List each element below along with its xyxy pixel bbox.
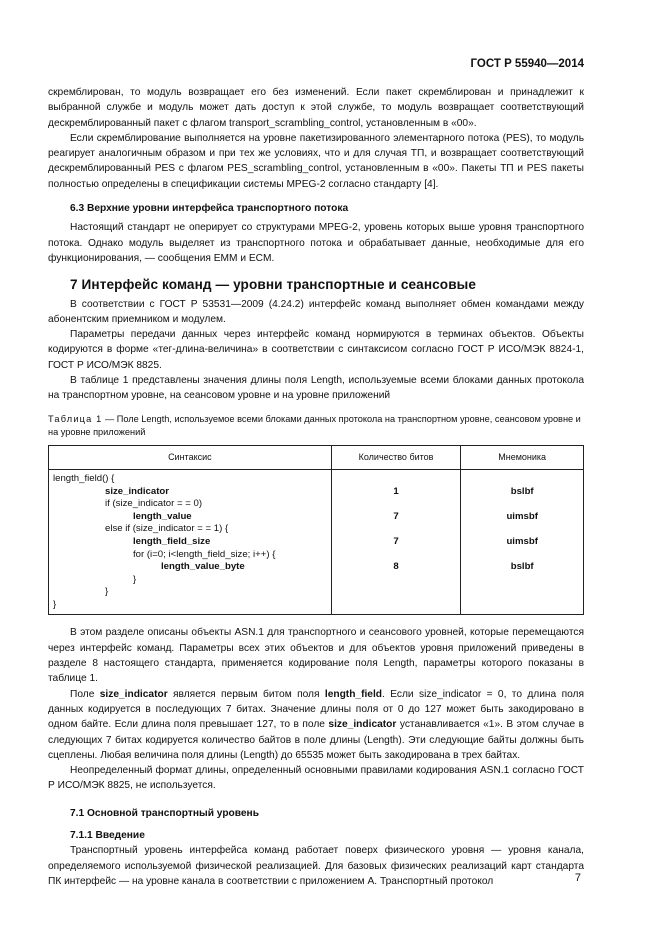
mnemonic-value: bslbf	[510, 561, 534, 573]
document-header: ГОСТ Р 55940—2014	[470, 58, 584, 70]
syntax-cell	[49, 469, 332, 615]
code-line: }	[133, 573, 137, 585]
bits-value: 8	[393, 561, 399, 573]
column-header-bits: Количество битов	[331, 445, 461, 469]
code-line: length_field_size	[133, 535, 211, 547]
text-run: size_indicator	[99, 688, 168, 700]
paragraph: В таблице 1 представлены значения длины поля Length, используемые всеми блоками данных протокола на транспортном уровне, на сеансовом уровне и на уровне приложений	[48, 375, 584, 402]
bits-value: 7	[393, 510, 399, 522]
paragraph: Если скремблирование выполняется на уровне пакетизированного элементарного потока (PES), то модуль реагирует аналогичным образом и при тех же условиях, что и для случая ТП, и возвращает соответствующий дескремблированный PES с флагом PES_scrambling_control, установленным в «00». Пакеты ТП и PES пакеты полностью определены в спецификации системы MPEG-2 согласно стандарту [4].	[48, 132, 584, 190]
text-run: size_indicator	[328, 719, 397, 731]
paragraph: В этом разделе описаны объекты ASN.1 для транспортного и сеансового уровней, которые перемещаются через интерфейс команд. Параметры всех этих объектов и для объектов уровня приложений приведены в разделе 8 настоящего стандарта, применяется кодирование поля Length, параметры которого показаны в таблице 1.	[48, 627, 584, 685]
table-header-row	[49, 445, 584, 469]
mnemonic-value: bslbf	[510, 485, 534, 497]
bits-value: 7	[393, 535, 399, 547]
text-run: length_field	[324, 688, 383, 700]
table-caption-label: Таблица 1	[48, 413, 103, 424]
column-header-syntax: Синтаксис	[49, 445, 332, 469]
table-caption-text: — Поле Length, используемое всеми блоками данных протокола на транспортном уровне, сеансовом уровне и на уровне приложений	[48, 413, 581, 437]
paragraph: Неопределенный формат длины, определенный основными правилами кодирования ASN.1 согласно ГОСТ Р ИСО/МЭК 8825, не используется.	[48, 765, 584, 792]
text-run: является первым битом поля	[167, 688, 325, 700]
code-line: if (size_indicator = = 0)	[105, 498, 203, 510]
column-header-mnemonic: Мнемоника	[461, 445, 584, 469]
mnemonic-cell	[461, 469, 584, 615]
section-heading-6-3: 6.3 Верхние уровни интерфейса транспортного потока	[70, 203, 349, 215]
section-heading-7-1-1: 7.1.1 Введение	[70, 830, 145, 842]
page-number: 7	[574, 872, 581, 884]
text-run: . Если size_indicator = 0, то длина поля данных кодируется в последующих 7 битах. Значение длины поля от 0 до 127 может быть закодировано в одном байте. Если длина поля превышает 127, то в поле	[48, 688, 584, 731]
code-line: for (i=0; i<length_field_size; i++) {	[133, 548, 276, 560]
code-line: size_indicator	[105, 485, 169, 497]
code-line: else if (size_indicator = = 1) {	[105, 523, 229, 535]
text-run: устанавливается «1». В этом случае в следующих 7 битах кодируется количество байтов в поле длины (Length). Эти следующие байты должны быть сцеплены. Любая величина поля длины (Length) до 65535 может быть закодирована в трех байтах.	[48, 719, 584, 761]
mnemonic-value: uimsbf	[506, 510, 538, 522]
bits-cell	[331, 469, 461, 615]
mnemonic-value: uimsbf	[506, 535, 538, 547]
table-caption	[48, 413, 584, 439]
code-line: }	[53, 598, 57, 610]
section-heading-7: 7 Интерфейс команд — уровни транспортные и сеансовые	[70, 277, 477, 293]
section-heading-7-1: 7.1 Основной транспортный уровень	[70, 807, 259, 819]
code-line: length_value	[133, 510, 192, 522]
code-line: length_field() {	[53, 472, 115, 484]
paragraph	[48, 687, 584, 763]
paragraph: В соответствии с ГОСТ Р 53531—2009 (4.24.2) интерфейс команд выполняет обмен командами между абонентским приемником и модулем.	[48, 298, 584, 325]
code-line: }	[105, 586, 109, 598]
bits-value: 1	[393, 485, 399, 497]
paragraph: Транспортный уровень интерфейса команд работает поверх физического уровня — уровня канала, определяемого используемой физической реализацией. Для базовых физических реализаций карт стандарта ПК интерфейс — на уровне канала в соответствии с приложением А. Транспортный протокол	[48, 845, 584, 887]
paragraph: Настоящий стандарт не оперирует со структурами MPEG-2, уровень которых выше уровня транспортного потока. Однако модуль выделяет из транспортного потока и обрабатывает данные, необходимые для его функционирования, — сообщения EMM и ECM.	[48, 222, 584, 264]
text-run: Поле	[70, 688, 100, 700]
page-content	[48, 85, 584, 889]
paragraph: Параметры передачи данных через интерфейс команд нормируются в терминах объектов. Объекты кодируются в форме «тег-длина-величина» в соответствии с синтаксисом согласно ГОСТ Р ИСО/МЭК 8824-1, ГОСТ Р ИСО/МЭК 8825.	[48, 329, 584, 371]
length-field-table	[48, 445, 584, 616]
paragraph: скремблирован, то модуль возвращает его без изменений. Если пакет скремблирован и принадлежит к выбранной службе и модуль может дать доступ к этой службе, то модуль возвращает соответствующий дескремблированный пакет с флагом transport_scrambling_control, установленным в «00».	[48, 87, 584, 129]
code-line: length_value_byte	[161, 561, 245, 573]
table-row	[49, 469, 584, 615]
